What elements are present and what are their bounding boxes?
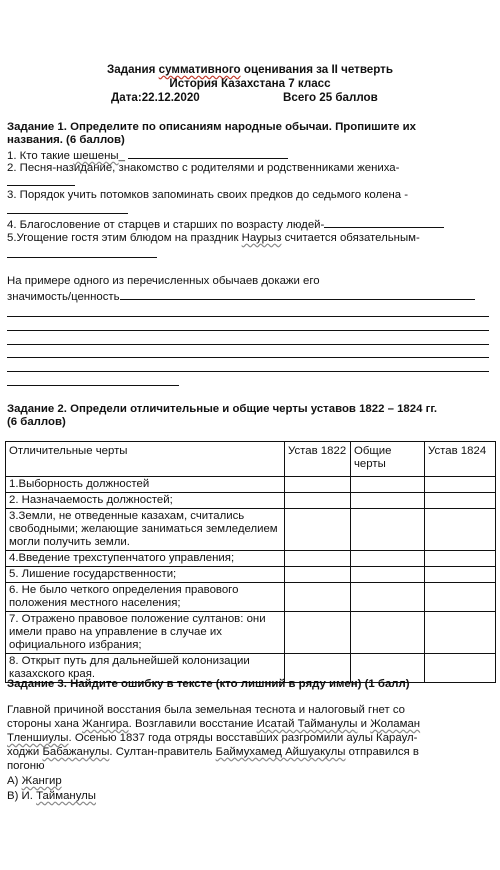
table-row (6, 551, 496, 567)
answer-line-1[interactable] (120, 289, 475, 300)
answer-cell[interactable] (425, 477, 496, 493)
answer-cell[interactable] (351, 612, 425, 654)
answer-cell[interactable] (285, 583, 351, 612)
task3-text-line-2: стороны хана Жангира. Возглавили восстание Исатай Тайманулы и Жоламан (7, 718, 421, 730)
task1-question-3: 3. Порядок учить потомков запоминать своих предков до седьмого колена - (7, 189, 409, 201)
table-header-cell: Отличительные черты (6, 442, 285, 477)
name-tlenshiuly: Тленшиулы (7, 732, 69, 744)
answer-cell[interactable] (425, 551, 496, 567)
table-header-cell: Устав 1822 (285, 442, 351, 477)
answer-blank-4[interactable] (324, 217, 444, 228)
task3-text-line-1: Главной причиной восстания была земельная теснота и налоговый гнет со (7, 704, 405, 716)
table-header-cell: Устав 1824 (425, 442, 496, 477)
header-text: Задания (107, 63, 156, 76)
name-isatay: Исатай Тайманулы (256, 718, 358, 730)
header-total: Всего 25 баллов (283, 91, 378, 104)
task2-title: Задание 2. Определи отличительные и общие черты уставов 1822 – 1824 гг. (7, 403, 438, 415)
answer-line-2[interactable] (7, 316, 489, 317)
answer-cell[interactable] (425, 493, 496, 509)
answer-cell[interactable] (425, 612, 496, 654)
answer-line-5[interactable] (7, 357, 489, 358)
answer-cell[interactable] (425, 567, 496, 583)
answer-cell[interactable] (351, 477, 425, 493)
header-text: оценивания за II четверть (243, 63, 393, 76)
table-row (6, 612, 496, 654)
table-header-cell: Общие черты (351, 442, 425, 477)
charter-comparison-table (5, 441, 496, 683)
feature-cell: 1.Выборность должностей (6, 477, 285, 493)
word-nauryz: Наурыз (241, 232, 282, 244)
option-b[interactable]: В) И. Тайманулы (7, 790, 96, 802)
answer-cell[interactable] (425, 509, 496, 551)
task1-prompt-2: значимость/ценность (7, 289, 475, 304)
table-row (6, 583, 496, 612)
answer-line-7[interactable] (7, 385, 179, 386)
answer-blank-2[interactable] (7, 185, 75, 186)
feature-cell: 7. Отражено правовое положение султанов: они имели право на управление в случае их официального избрания; (6, 612, 285, 654)
task3-text-line-3: Тленшиулы. Осенью 1837 года отряды восставших разгромили аулы Караул- (7, 732, 418, 744)
task1-question-5: 5.Угощение гостя этим блюдом на праздник Наурыз считается обязательным- (7, 232, 420, 244)
answer-blank-5[interactable] (7, 257, 157, 258)
answer-cell[interactable] (351, 583, 425, 612)
task1-title: Задание 1. Определите по описаниям народные обычаи. Пропишите их (7, 121, 416, 133)
answer-line-6[interactable] (7, 371, 489, 372)
task2-title-2: (6 баллов) (7, 416, 66, 428)
table-row (6, 509, 496, 551)
feature-cell: 4.Введение трехступенчатого управления; (6, 551, 285, 567)
task1-question-4: 4. Благословение от старцев и старших по возрасту людей- (7, 217, 444, 232)
task1-prompt-1: На примере одного из перечисленных обычаев докажи его (7, 275, 320, 287)
answer-cell[interactable] (351, 493, 425, 509)
table-row (6, 477, 496, 493)
header-date: Дата:22.12.2020 (111, 91, 200, 104)
answer-cell[interactable] (351, 567, 425, 583)
table-header-row (6, 442, 496, 477)
task3-title: Задание 3. Найдите ошибку в тексте (кто лишний в ряду имен) (1 балл) (7, 678, 410, 690)
header-underlined-word: суммативного (158, 63, 241, 76)
task3-text-line-5: погоню (7, 760, 45, 772)
answer-cell[interactable] (351, 551, 425, 567)
header-line-1 (0, 63, 500, 77)
answer-cell[interactable] (285, 551, 351, 567)
task1-question-2: 2. Песня-назидание, знакомство с родителями и родственниками жениха- (7, 162, 400, 174)
name-baimukhamed: Баймухамед Айшуакулы (215, 746, 346, 758)
name-babazhanuly: Бабажанулы (42, 746, 110, 758)
answer-line-4[interactable] (7, 344, 489, 345)
task3-text-line-4: ходжи Бабажанулы. Султан-правитель Баймухамед Айшуакулы отправился в (7, 746, 419, 758)
answer-blank-1[interactable] (128, 148, 288, 159)
answer-blank-3[interactable] (7, 213, 128, 214)
feature-cell: 3.Земли, не отведенные казахам, считались свободными; желающие заниматься земледелием могли получить земли. (6, 509, 285, 551)
header-line-2: История Казахстана 7 класс (169, 77, 331, 90)
name-zhangir: Жангира (82, 718, 129, 730)
table-row (6, 493, 496, 509)
answer-cell[interactable] (425, 583, 496, 612)
feature-cell: 8. Открыт путь для дальнейшей колонизации казахского края. (6, 654, 285, 683)
answer-cell[interactable] (351, 509, 425, 551)
option-a[interactable]: А) Жангир (7, 775, 62, 787)
task1-question-1: 1. Кто такие шешены_ (7, 148, 288, 163)
answer-cell[interactable] (425, 654, 496, 683)
feature-cell: 6. Не было четкого определения правового положения местного населения; (6, 583, 285, 612)
feature-cell: 5. Лишение государственности; (6, 567, 285, 583)
answer-cell[interactable] (285, 493, 351, 509)
answer-line-3[interactable] (7, 330, 489, 331)
task1-title-2: названия. (6 баллов) (7, 134, 125, 146)
name-zholaman: Жоламан (370, 718, 421, 730)
answer-cell[interactable] (285, 477, 351, 493)
answer-cell[interactable] (285, 509, 351, 551)
word-sheshen: шешены (73, 150, 119, 162)
answer-cell[interactable] (285, 567, 351, 583)
table-row (6, 567, 496, 583)
feature-cell: 2. Назначаемость должностей; (6, 493, 285, 509)
answer-cell[interactable] (285, 612, 351, 654)
